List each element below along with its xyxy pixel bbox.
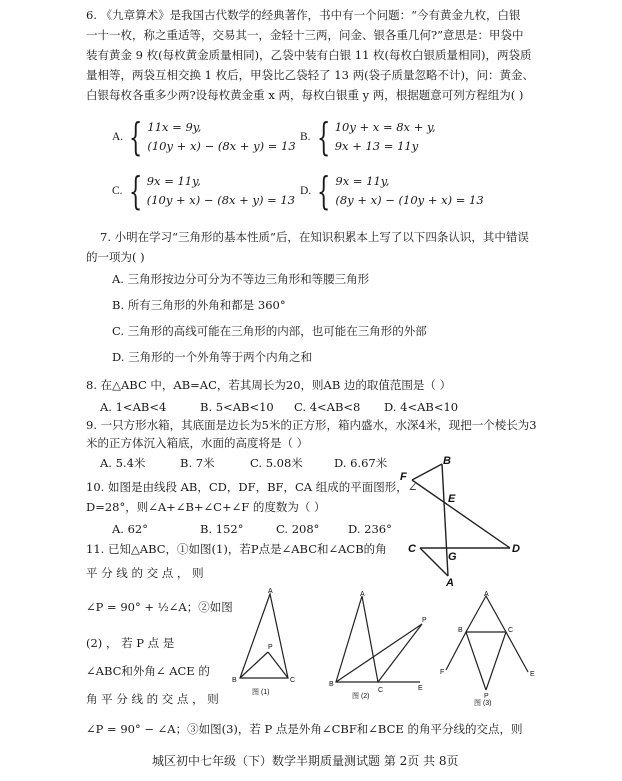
q10-figure (398, 452, 528, 588)
label-e: E (530, 671, 535, 678)
label-d: D (512, 543, 520, 555)
equation-2: 9x + 13 = 11y (334, 139, 419, 153)
label-c: C (408, 543, 416, 555)
label-p: P (268, 644, 273, 651)
label-g: G (448, 551, 457, 563)
bisector-c (486, 632, 506, 690)
option-label: D. (300, 185, 312, 197)
q6-line-1: 6. 《九章算术》是我国古代数学的经典著作，书中有一个问题：“今有黄金九枚，白银 (86, 8, 521, 22)
equation-2: (10y + x) − (8x + y) = 13 (146, 193, 296, 207)
equation-1: 9x = 11y, (146, 174, 201, 188)
q8-option-a: A. 1<AB<4 (100, 400, 167, 414)
q11-line-2: 平 分 线 的 交 点 ， 则 (86, 566, 204, 580)
q8-stem: 8. 在△ABC 中，AB=AC，若其周长为20，则AB 边的取值范围是（ ） (86, 378, 452, 392)
brace-glyph: { (316, 115, 330, 159)
q11-figure-3 (436, 590, 546, 706)
q9-line-1: 9. 一只方形水箱，其底面是边长为5米的正方形，箱内盛水，水深4米，现把一个棱长为3 (86, 418, 537, 432)
segment-fd (412, 480, 510, 548)
label-c: C (378, 687, 384, 694)
brace-glyph: { (129, 115, 143, 159)
segment-ca (420, 548, 448, 576)
brace-glyph: { (317, 169, 331, 213)
label-c: C (290, 677, 296, 684)
q6-option-a (112, 115, 296, 159)
label-a: A (446, 577, 454, 588)
q11-figure-2 (328, 590, 428, 702)
equation-1: 10y + x = 8x + y, (334, 120, 436, 134)
equation-1: 11x = 9y, (147, 120, 202, 134)
page-footer: 城区初中七年级（下）数学半期质量测试题 第 2页 共 8页 (152, 754, 459, 768)
label-b: B (443, 455, 451, 467)
q7-option-d: D. 三角形的一个外角等于两个内角之和 (112, 350, 313, 364)
bisector-b (336, 624, 422, 682)
triangle-abc (466, 596, 506, 632)
q9-option-b: B. 7米 (180, 456, 215, 470)
q11-line-4: (2) ， 若 P 点 是 (86, 636, 175, 650)
label-p: P (422, 617, 427, 624)
equation-2: (8y + x) − (10y + x) = 13 (335, 193, 484, 207)
q10-option-a: A. 62° (112, 522, 148, 536)
q10-option-c: C. 208° (276, 522, 320, 536)
q8-option-c: C. 4<AB<8 (294, 400, 361, 414)
label-c: C (508, 627, 514, 634)
q7-option-b: B. 所有三角形的外角和都是 360° (112, 298, 286, 312)
q6-option-d (300, 169, 484, 213)
triangle-abc (240, 594, 288, 678)
brace-glyph: { (128, 169, 142, 213)
q10-option-b: B. 152° (200, 522, 244, 536)
option-label: C. (112, 185, 123, 197)
q7-option-a: A. 三角形按边分可分为不等边三角形和等腰三角形 (112, 272, 370, 286)
q11-line-5: ∠ABC和外角∠ ACE 的 (86, 664, 210, 678)
equation-1: 9x = 11y, (335, 174, 390, 188)
q6-line-3: 装有黄金 9 枚(每枚黄金质量相同)，乙袋中装有白银 11 枚(每枚白银质量相同)，两袋质 (86, 48, 532, 62)
label-a: A (268, 588, 273, 595)
label-p: P (484, 693, 489, 700)
q8-option-d: D. 4<AB<10 (384, 400, 459, 414)
caption-fig-3: 图 (3) (474, 700, 492, 706)
q7-option-c: C. 三角形的高线可能在三角形的内部，也可能在三角形的外部 (112, 324, 427, 338)
extension-ce (506, 632, 528, 672)
equation-2: (10y + x) − (8x + y) = 13 (147, 139, 296, 153)
q11-line-6: 角 平 分 线 的 交 点 ， 则 (86, 692, 219, 706)
q10-line-1: 10. 如图是由线段 AB，CD，DF，BF，CA 组成的平面图形，∠ (86, 480, 418, 494)
q6-option-b (300, 115, 436, 159)
q6-line-4: 量相等，两袋互相交换 1 枚后，甲袋比乙袋轻了 13 两(袋子质量忽略不计)，问：黄金、 (86, 68, 535, 82)
bisector-external (378, 624, 422, 682)
caption-fig-2: 图 (2) (352, 693, 370, 700)
option-label: B. (300, 131, 311, 143)
label-e: E (418, 685, 423, 692)
q7-line-2: 的一项为( ) (86, 250, 145, 264)
label-a: A (484, 591, 489, 598)
option-label: A. (112, 131, 124, 143)
label-a: A (360, 591, 365, 598)
q9-option-a: A. 5.4米 (100, 456, 146, 470)
q8-option-b: B. 5<AB<10 (200, 400, 274, 414)
label-b: B (329, 681, 334, 688)
label-f: F (400, 471, 407, 483)
q6-line-5: 白银每枚各重多少两?设每枚黄金重 x 两，每枚白银重 y 两，根据题意可列方程组为( ) (86, 88, 524, 102)
label-f: F (440, 669, 445, 676)
q6-option-c (112, 169, 296, 213)
q6-line-2: 一十一枚，称之重适等，交易其一，金轻十三两，问金、银各重几何?”意思是：甲袋中 (86, 28, 524, 42)
q10-option-d: D. 236° (348, 522, 392, 536)
q10-line-2: D=28°，则∠A+∠B+∠C+∠F 的度数为（ ） (86, 500, 326, 514)
q11-line-3: ∠P = 90° + ½∠A；②如图 (86, 600, 233, 614)
extension-bf (446, 632, 466, 670)
q11-line-7: ∠P = 90° − ∠A；③如图(3)，若 P 点是外角∠CBF和∠BCE 的角平分线的交点，则 (86, 722, 523, 736)
label-e: E (448, 493, 456, 505)
bisector-b (466, 632, 486, 690)
q11-figure-1 (230, 586, 322, 698)
label-b: B (232, 677, 237, 684)
q9-line-2: 米的正方体沉入箱底，水面的高度将是（ ） (86, 436, 309, 450)
q11-line-1: 11. 已知△ABC，①如图(1)，若P点是∠ABC和∠ACB的角 (86, 542, 387, 556)
label-b: B (458, 627, 463, 634)
triangle-abc (336, 596, 378, 682)
q9-option-c: C. 5.08米 (250, 456, 303, 470)
q7-line-1: 7. 小明在学习“三角形的基本性质”后，在知识积累本上写了以下四条认识，其中错误 (100, 230, 529, 244)
segment-bf (412, 464, 442, 480)
caption-fig-1: 图 (1) (252, 689, 270, 696)
q9-option-d: D. 6.67米 (334, 456, 388, 470)
